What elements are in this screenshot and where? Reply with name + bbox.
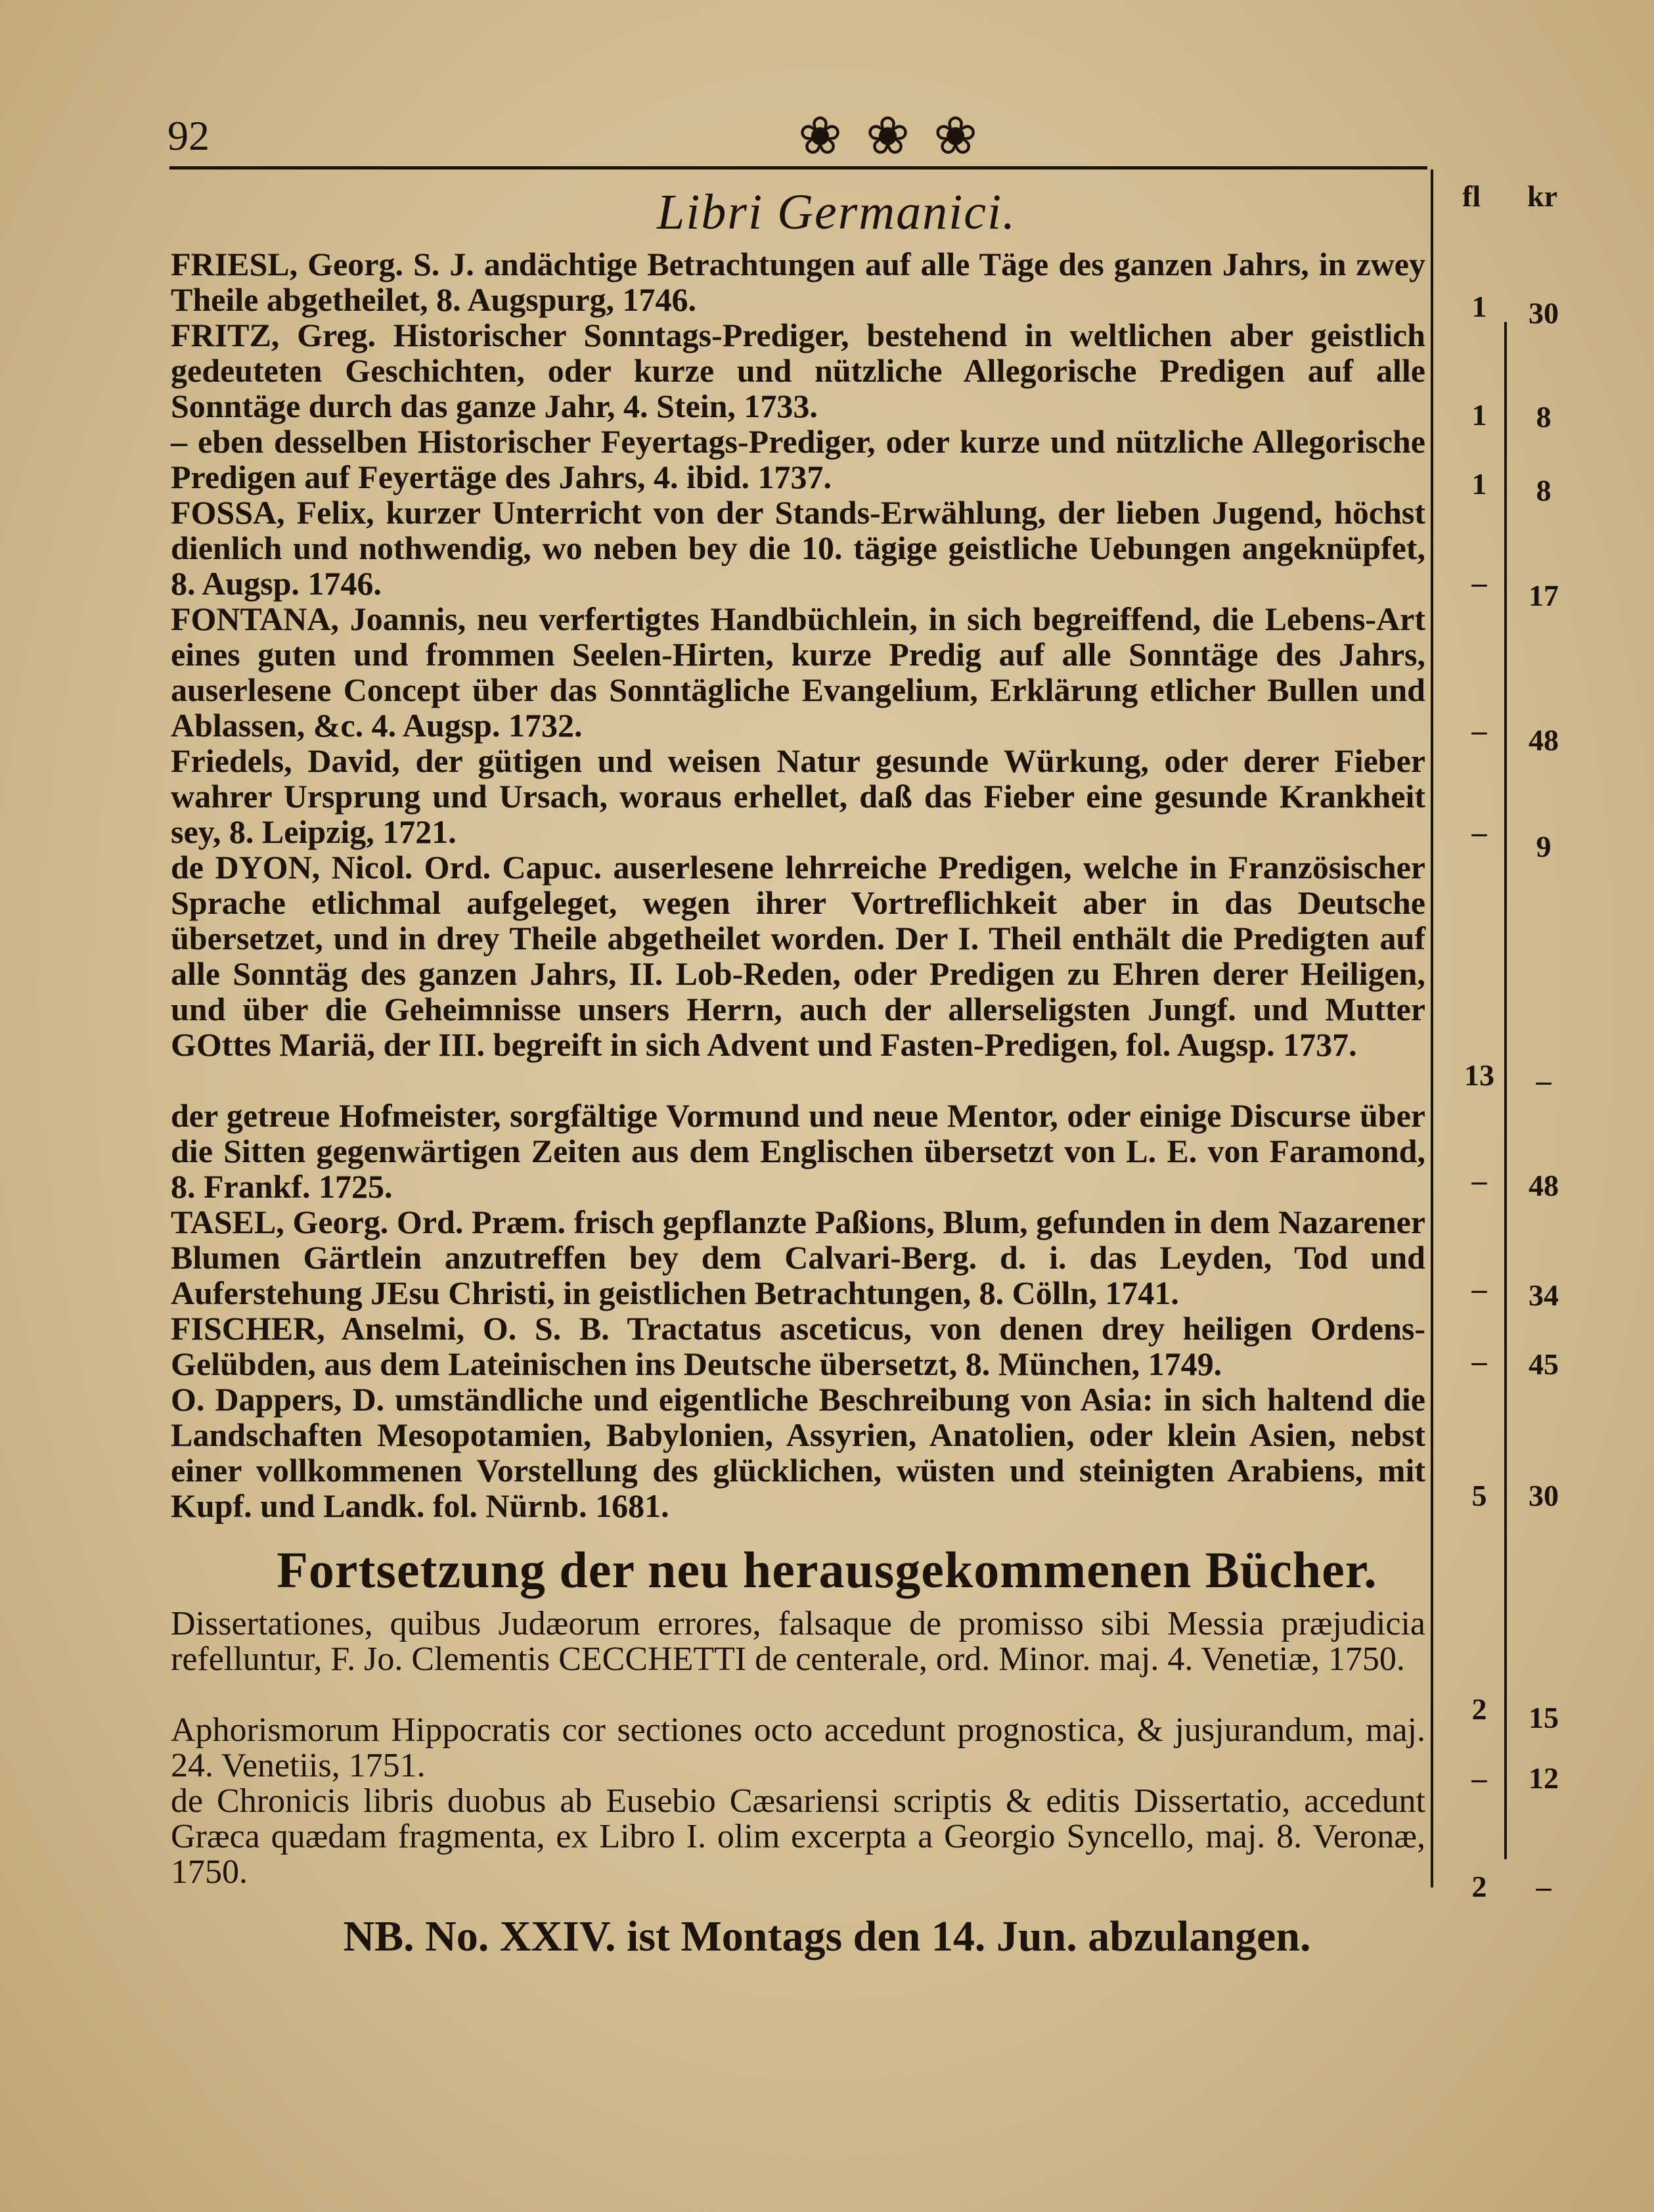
entry-fossa xyxy=(171,495,1425,601)
section-heading-continuation: Fortsetzung der neu herausgekommenen Bücher. xyxy=(277,1541,1377,1598)
price-fl: – xyxy=(1471,1272,1487,1305)
entry-fritz xyxy=(171,317,1425,424)
price-kr: 15 xyxy=(1529,1701,1559,1734)
entry-fontana xyxy=(171,601,1425,743)
entry-hofmeister xyxy=(171,1098,1425,1204)
entry-fischer xyxy=(171,1311,1425,1382)
price-kr: 45 xyxy=(1529,1347,1559,1381)
price-kr: 30 xyxy=(1529,1479,1559,1512)
price-kr: 30 xyxy=(1529,296,1559,330)
entry-text: Dissertationes, quibus Judæorum errores, falsaque de promisso sibi Messia præjudicia refelluntur, F. Jo. Clementis CECCHETTI de centerale, ord. Minor. maj. 4. Venetiæ, 1750. xyxy=(171,1605,1425,1678)
price-fl: 2 xyxy=(1471,1870,1487,1903)
price-fl: 5 xyxy=(1471,1479,1487,1512)
entry-text: FRITZ, Greg. Historischer Sonntags-Prediger, bestehend in weltlichen aber geistlich gedeuteten Geschichten, oder kurze und nützliche Allegorische Predigen auf alle Sonntäge durch das ganze Jahr, 4. Stein, 1733. xyxy=(171,317,1425,424)
entry-text: O. Dappers, D. umständliche und eigentliche Beschreibung von Asia: in sich haltend die Landschaften Mesopotamien, Babylonien, Assyrien, Anatolien, oder klein Asien, nebst einer vollkommenen Vorstellung des glücklichen, wüsten und steinigten Arabiens, mit Kupf. und Landk. fol. Nürnb. 1681. xyxy=(171,1381,1425,1524)
price-fl: 1 xyxy=(1471,467,1487,501)
price-kr: 8 xyxy=(1536,400,1552,434)
entry-text: Aphorismorum Hippocratis cor sectiones octo accedunt prognostica, & jusjurandum, maj. 24. Venetiis, 1751. xyxy=(171,1711,1425,1784)
entry-friedels xyxy=(171,743,1425,849)
entry-tasel xyxy=(171,1204,1425,1311)
entry-friesl xyxy=(171,246,1425,317)
entry-text: FRIESL, Georg. S. J. andächtige Betrachtungen auf alle Täge des ganzen Jahrs, in zwey Theile abgetheilet, 8. Augspurg, 1746. xyxy=(171,246,1425,318)
price-fl: 1 xyxy=(1471,398,1487,432)
price-kr: – xyxy=(1536,1870,1552,1903)
footer-notice: NB. No. XXIV. ist Montags den 14. Jun. abzulangen. xyxy=(343,1912,1311,1960)
entry-dissertationes xyxy=(171,1606,1425,1677)
price-fl: – xyxy=(1471,815,1487,849)
entry-text: FISCHER, Anselmi, O. S. B. Tractatus asceticus, von denen drey heiligen Ordens-Gelübden, aus dem Lateinischen ins Deutsche übersetzt, 8. München, 1749. xyxy=(171,1310,1425,1382)
price-fl: 1 xyxy=(1471,290,1487,323)
price-fl: – xyxy=(1471,1344,1487,1378)
price-fl: – xyxy=(1471,713,1487,747)
price-kr: 12 xyxy=(1529,1761,1559,1795)
price-kr: 9 xyxy=(1536,830,1552,863)
entry-dappers xyxy=(171,1382,1425,1524)
entry-text: FOSSA, Felix, kurzer Unterricht von der Stands-Erwählung, der lieben Jugend, höchst dienlich und nothwendig, wo neben bey die 10. tägige geistliche Uebungen angeknüpfet, 8. Augsp. 1746. xyxy=(171,494,1425,602)
column-header-kr: kr xyxy=(1527,179,1557,213)
price-kr: – xyxy=(1536,1064,1552,1097)
price-kr: 48 xyxy=(1529,723,1559,757)
entry-chronicis xyxy=(171,1784,1425,1890)
price-kr: 17 xyxy=(1529,579,1559,612)
entry-text: der getreue Hofmeister, sorgfältige Vormund und neue Mentor, oder einige Discurse über die Sitten gegenwärtigen Zeiten aus dem Englischen übersetzt von L. E. von Faramond, 8. Frankf. 1725. xyxy=(171,1097,1425,1205)
price-fl: 13 xyxy=(1464,1058,1494,1092)
price-kr: 48 xyxy=(1529,1169,1559,1202)
column-rule-fl xyxy=(1431,169,1433,1887)
top-rule xyxy=(169,166,1427,169)
entry-dyon xyxy=(171,849,1425,1062)
entry-text: de Chronicis libris duobus ab Eusebio Cæsariensi scriptis & editis Dissertatio, accedunt Græca quædam fragmenta, ex Libro I. olim excerpta a Georgio Syncello, maj. 8. Veronæ, 1750. xyxy=(171,1782,1425,1891)
entry-text: Friedels, David, der gütigen und weisen Natur gesunde Würkung, oder derer Fieber wahrer Ursprung und Ursach, woraus erhellet, daß das Fieber eine gesunde Krankheit sey, 8. Leipzig, 1721. xyxy=(171,742,1425,850)
column-header-fl: fl xyxy=(1462,179,1481,213)
price-fl: 2 xyxy=(1471,1692,1487,1726)
entry-text: TASEL, Georg. Ord. Præm. frisch gepflanzte Paßions, Blum, gefunden in dem Nazarener Blumen Gärtlein anzutreffen bey dem Calvari-Berg. d. i. das Leyden, Tod und Auferstehung JEsu Christi, in geistlichen Betrachtungen, 8. Cölln, 1741. xyxy=(171,1204,1425,1311)
entry-fritz-feyertags xyxy=(171,424,1425,495)
entry-aphorismorum xyxy=(171,1713,1425,1784)
entry-text: FONTANA, Joannis, neu verfertigtes Handbüchlein, in sich begreiffend, die Lebens-Art eines guten und frommen Seelen-Hirten, kurze Predig auf alle Sonntäge des Jahrs, auserlesene Concept über das Sonntägliche Evangelium, Erklärung etlicher Bullen und Ablassen, &c. 4. Augsp. 1732. xyxy=(171,600,1425,744)
price-fl: – xyxy=(1471,1761,1487,1795)
entry-text: de DYON, Nicol. Ord. Capuc. auserlesene lehrreiche Predigen, welche in Französischer Sprache etlichmal aufgeleget, wegen ihrer Vortreflichkeit aber in das Deutsche übersetzet, und in drey Theile abgetheilet worden. Der I. Theil enthält die Predigten auf alle Sonntäg des ganzen Jahrs, II. Lob-Reden, oder Predigen zu Ehren derer Heiligen, und über die Geheimnisse unsers Herrn, auch der allerseligsten Jungf. und Mutter GOttes Mariä, der III. begreift in sich Advent und Fasten-Predigen, fol. Augsp. 1737. xyxy=(171,849,1425,1063)
price-fl: – xyxy=(1471,1163,1487,1197)
header-ornament: ❀❀❀ xyxy=(798,108,1002,166)
section-title: Libri Germanici. xyxy=(657,185,1017,240)
price-kr: 8 xyxy=(1536,474,1552,507)
price-kr: 34 xyxy=(1529,1278,1559,1312)
entry-text: – eben desselben Historischer Feyertags-Prediger, oder kurze und nützliche Allegorische Predigen auf Feyertäge des Jahrs, 4. ibid. 1737. xyxy=(171,423,1425,495)
page-number: 92 xyxy=(168,112,210,159)
price-fl: – xyxy=(1471,566,1487,599)
